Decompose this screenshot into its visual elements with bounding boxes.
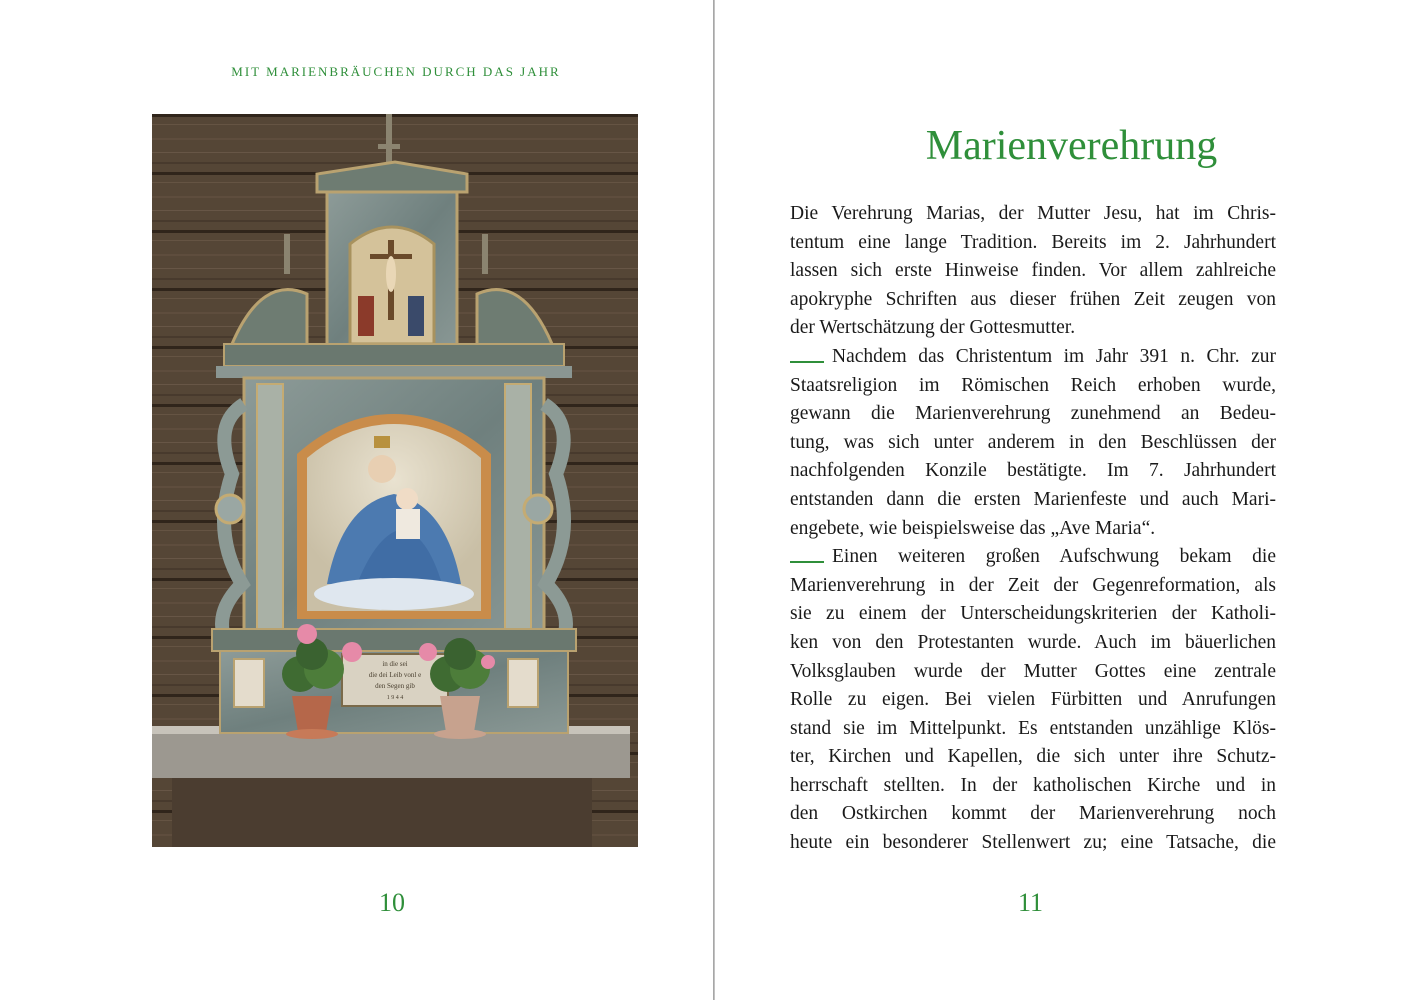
text-line: Volksglauben wurde der Mutter Gottes eine zentrale bbox=[790, 660, 1276, 682]
page-number-left: 10 bbox=[379, 888, 405, 917]
plaque-line-3: den Segen gib bbox=[375, 682, 415, 690]
chapter-title: Marienverehrung bbox=[925, 123, 1218, 169]
text-line: tung, was sich unter anderem in den Beschlüssen der bbox=[790, 431, 1276, 453]
plaque-line-1: in die sei bbox=[382, 660, 408, 668]
text-line: entstanden dann die ersten Marienfeste und auch Mari- bbox=[790, 488, 1276, 510]
text-line: tentum eine lange Tradition. Bereits im 2. Jahrhundert bbox=[790, 231, 1276, 253]
text-line: ter, Kirchen und Kapellen, die sich unter ihre Schutz- bbox=[790, 746, 1276, 768]
text-line: Die Verehrung Marias, der Mutter Jesu, hat im Chris- bbox=[790, 203, 1276, 224]
wayside-shrine-photo bbox=[152, 114, 638, 847]
text-line: Marienverehrung in der Zeit der Gegenreformation, als bbox=[790, 574, 1276, 596]
plaque-line-2: die dei Leib vonl e bbox=[368, 671, 422, 679]
paragraph-line bbox=[790, 543, 1276, 572]
paragraph-line bbox=[790, 343, 1276, 372]
text-line: ken von den Protestanten wurde. Auch im bäuerlichen bbox=[790, 631, 1276, 653]
page-number-right: 11 bbox=[1018, 888, 1044, 917]
plaque-line-4: 1 9 4 4 bbox=[386, 695, 404, 701]
text-line: den Ostkirchen kommt der Marienverehrung noch bbox=[790, 803, 1276, 825]
paragraph-dash-icon bbox=[790, 561, 824, 563]
text-line: heute ein besonderer Stellenwert zu; eine Tatsache, die bbox=[790, 832, 1276, 854]
running-head: MIT MARIENBRÄUCHEN DURCH DAS JAHR bbox=[231, 64, 561, 79]
text-line: gewann die Marienverehrung zunehmend an Bedeu- bbox=[790, 403, 1276, 425]
paragraph-dash-icon bbox=[790, 361, 824, 363]
text-line: herrschaft stellten. In der katholischen Kirche und in bbox=[790, 774, 1276, 796]
text-line: lassen sich erste Hinweise finden. Vor allem zahlreiche bbox=[790, 260, 1276, 282]
text-line: Einen weiteren großen Aufschwung bekam die bbox=[832, 546, 1276, 568]
text-line: engebete, wie beispielsweise das „Ave Maria“. bbox=[790, 517, 1156, 539]
body-text bbox=[790, 200, 1276, 858]
text-line: der Wertschätzung der Gottesmutter. bbox=[790, 317, 1076, 339]
shrine-illustration bbox=[152, 114, 638, 847]
text-line: Nachdem das Christentum im Jahr 391 n. Chr. zur bbox=[832, 345, 1276, 367]
text-line: nachfolgenden Konzile bestätigte. Im 7. Jahrhundert bbox=[790, 460, 1276, 482]
text-line: apokryphe Schriften aus dieser frühen Zeit zeugen von bbox=[790, 288, 1276, 310]
right-page bbox=[715, 0, 1428, 1000]
left-page bbox=[0, 0, 713, 1000]
text-line: Rolle zu eigen. Bei vielen Fürbitten und Anrufungen bbox=[790, 689, 1276, 711]
text-line: Staatsreligion im Römischen Reich erhoben wurde, bbox=[790, 374, 1276, 396]
text-line: stand sie im Mittelpunkt. Es entstanden unzählige Klös- bbox=[790, 717, 1276, 739]
text-line: sie zu einem der Unterscheidungskriterien der Katholi- bbox=[790, 603, 1276, 625]
